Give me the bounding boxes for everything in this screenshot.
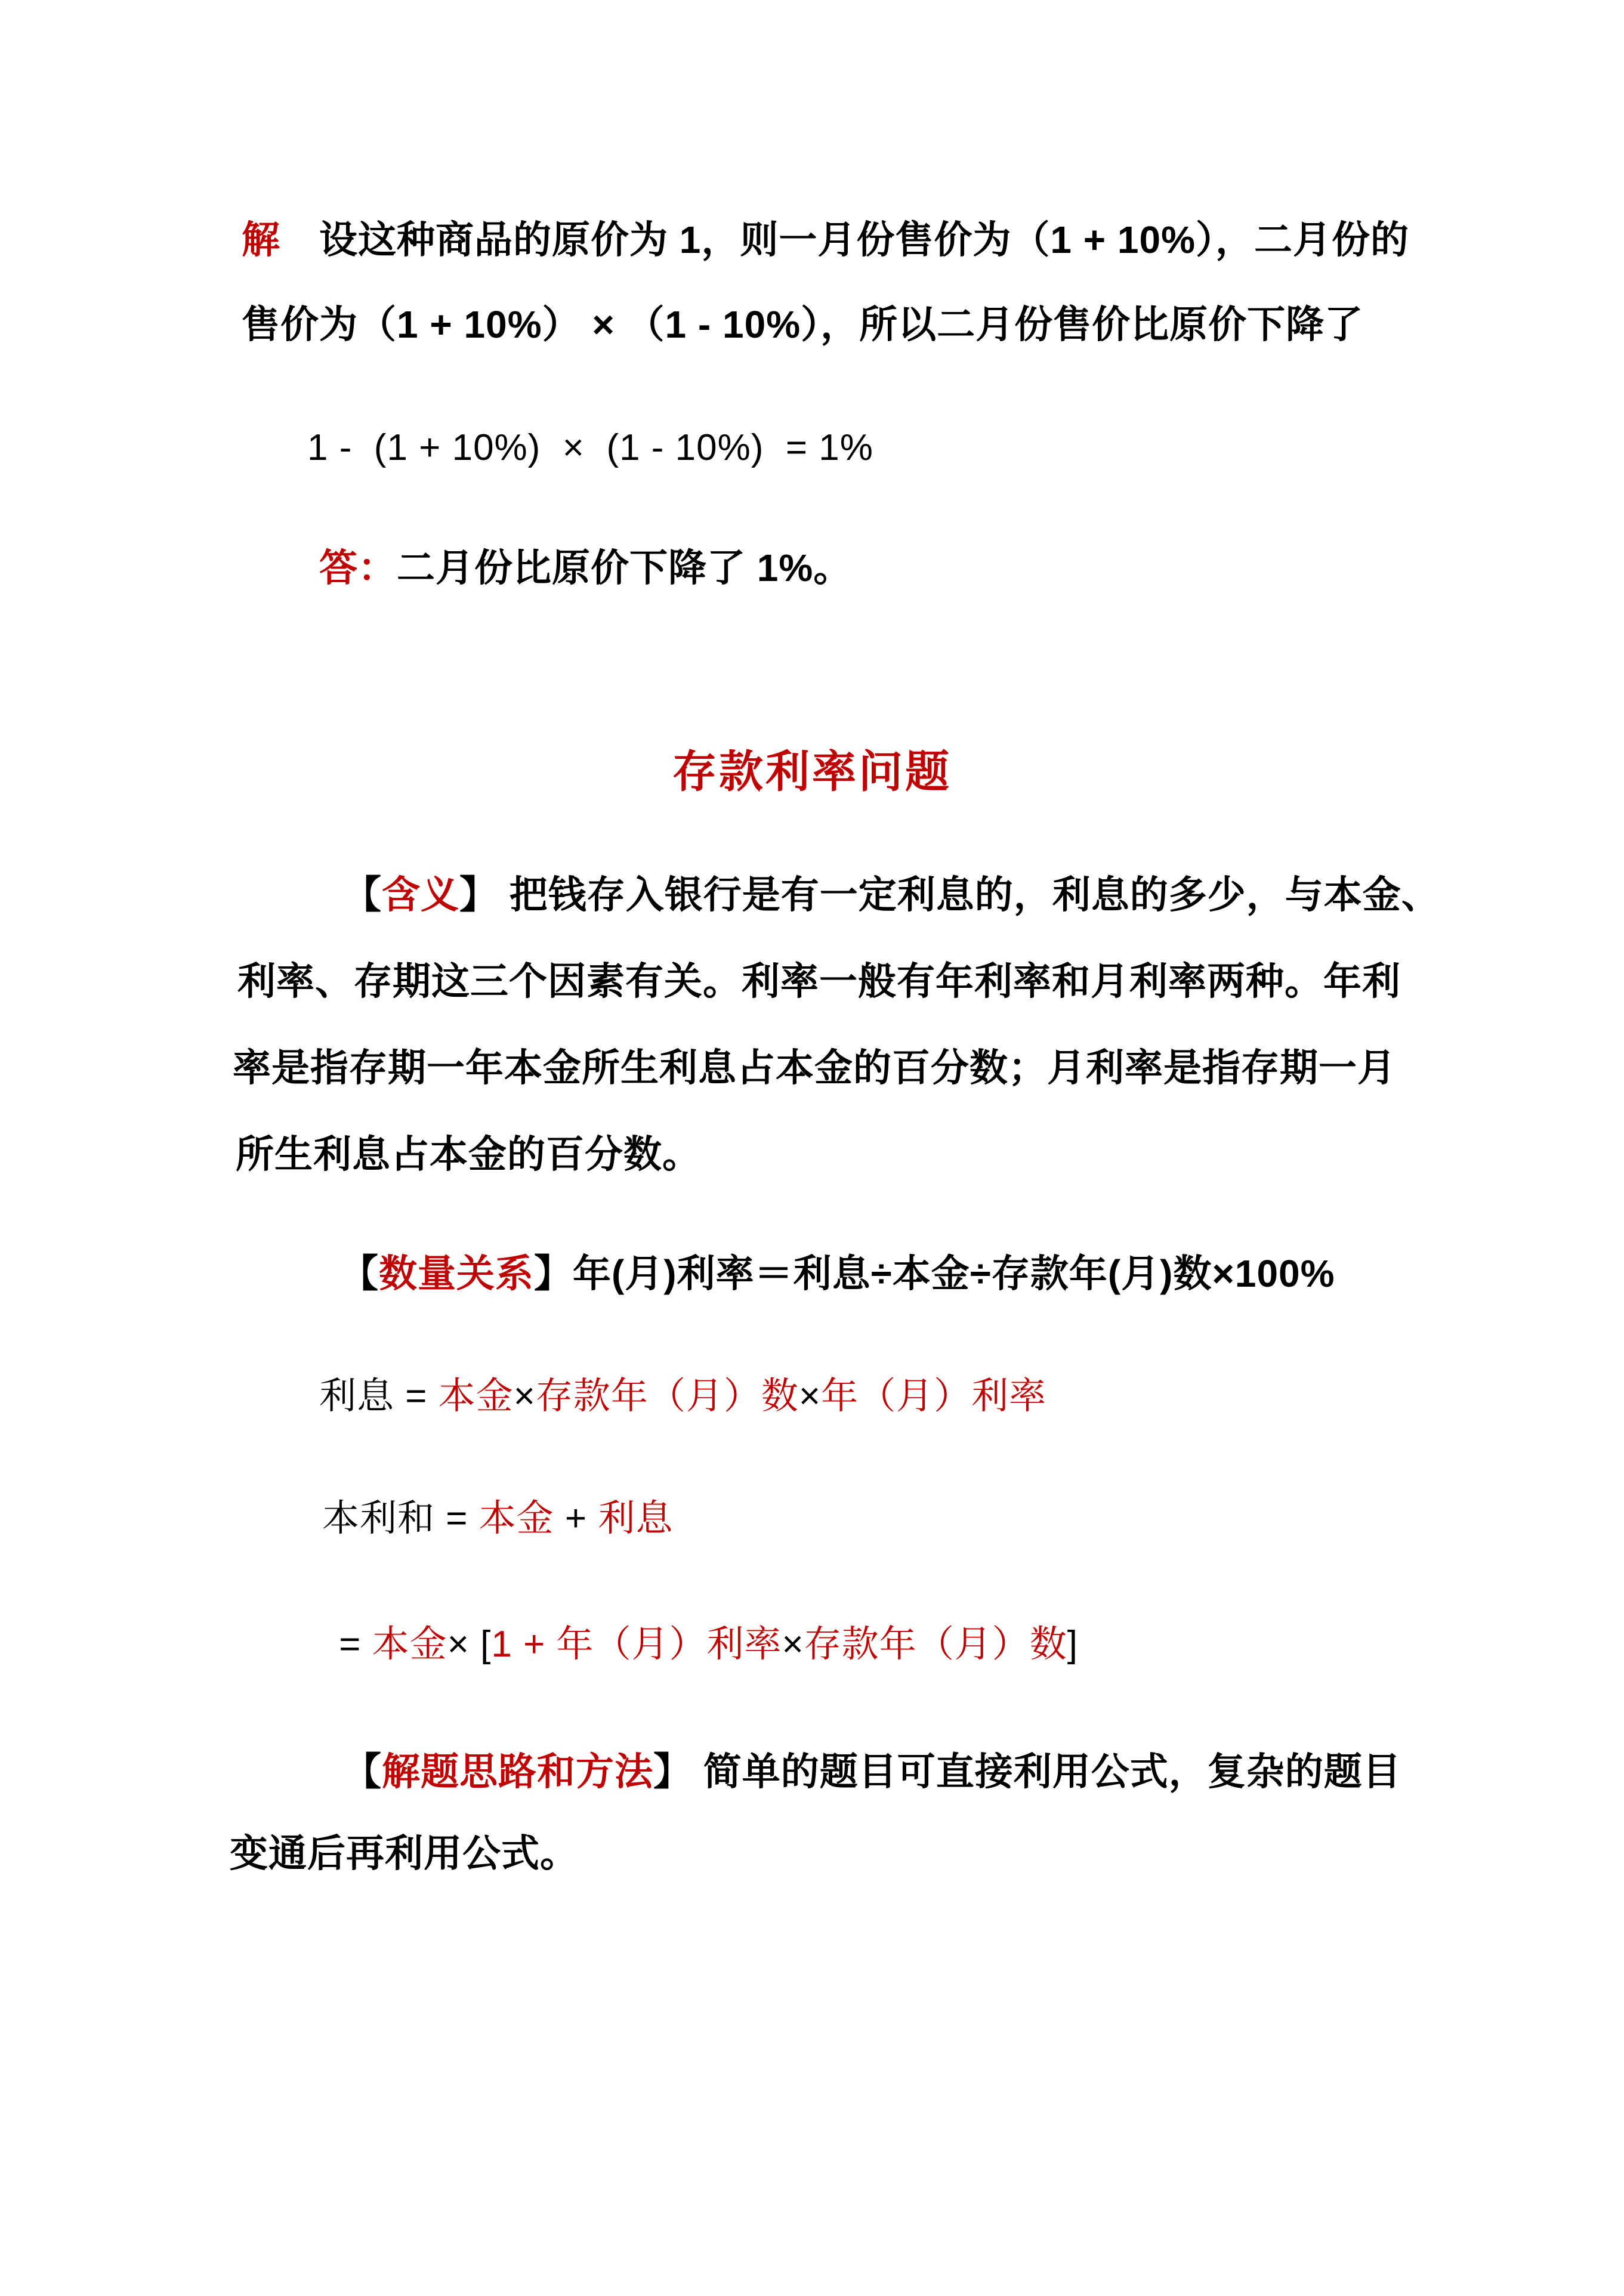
expanded-formula-segment-2: × [ (447, 1624, 492, 1665)
meaning-line-1-segment-1: 含义 (382, 873, 459, 916)
principal-interest-formula-segment-0: 本利和 = (322, 1498, 479, 1539)
method-line-1-segment-1: 解题思路和方法 (382, 1750, 653, 1793)
section-title-segment-0: 存款利率问题 (672, 748, 952, 797)
expanded-formula-segment-3: 1 + 年（月）利率 (491, 1624, 782, 1665)
meaning-line-4-segment-0: 所生利息占本金的百分数。 (236, 1133, 701, 1176)
method-line-2 (230, 1832, 579, 1875)
meaning-line-1-segment-0: 【 (343, 873, 382, 916)
expanded-formula-segment-6: ] (1067, 1624, 1078, 1665)
principal-interest-formula-segment-3: 利息 (598, 1498, 674, 1539)
interest-formula-segment-4: × (798, 1376, 822, 1417)
equation-line-segment-0: 1 - (1 + 10%) × (1 - 10%) = 1% (307, 427, 873, 468)
interest-formula-segment-0: 利息 = (319, 1376, 439, 1417)
expanded-formula-segment-1: 本金 (372, 1624, 447, 1665)
expanded-formula-segment-0: = (328, 1624, 372, 1665)
method-line-1-segment-0: 【 (343, 1750, 382, 1793)
interest-formula-segment-2: × (513, 1376, 536, 1417)
meaning-line-3 (233, 1046, 1396, 1089)
principal-interest-formula-segment-2: + (554, 1498, 598, 1539)
solution-line-1-segment-0: 解 (242, 218, 280, 261)
interest-formula (319, 1378, 1046, 1415)
method-line-2-segment-0: 变通后再利用公式。 (230, 1832, 579, 1875)
relation-line-segment-2: 】年(月)利率＝利息÷本金÷存款年(月)数×100% (534, 1252, 1335, 1295)
meaning-line-1 (343, 873, 1440, 916)
meaning-line-1-segment-2: 】 把钱存入银行是有一定利息的，利息的多少，与本金、 (459, 873, 1440, 916)
principal-interest-formula-segment-1: 本金 (478, 1498, 554, 1539)
interest-formula-segment-3: 存款年（月）数 (535, 1376, 799, 1417)
meaning-line-4 (236, 1133, 701, 1176)
relation-line-segment-1: 数量关系 (379, 1252, 534, 1295)
meaning-line-2-segment-0: 利率、存期这三个因素有关。利率一般有年利率和月利率两种。年利 (237, 960, 1401, 1003)
equation-line (307, 429, 873, 466)
answer-line (319, 546, 853, 589)
solution-line-1 (242, 218, 1409, 261)
answer-line-segment-1: 二月份比原价下降了 1%。 (397, 546, 853, 589)
principal-interest-formula (322, 1500, 673, 1537)
relation-line (340, 1254, 1335, 1293)
meaning-line-3-segment-0: 率是指存期一年本金所生利息占本金的百分数；月利率是指存期一月 (233, 1046, 1396, 1089)
method-line-1-segment-2: 】 简单的题目可直接利用公式，复杂的题目 (653, 1750, 1401, 1793)
interest-formula-segment-5: 年（月）利率 (821, 1376, 1047, 1417)
solution-line-1-segment-1: 设这种商品的原价为 1，则一月份售价为（1 + 10%），二月份的 (280, 218, 1409, 261)
expanded-formula-segment-4: × (782, 1624, 804, 1665)
solution-line-2-segment-0: 售价为（1 + 10%） × （1 - 10%），所以二月份售价比原价下降了 (242, 303, 1364, 346)
method-line-1 (343, 1750, 1401, 1793)
meaning-line-2 (237, 960, 1401, 1003)
answer-line-segment-0: 答： (319, 546, 397, 589)
expanded-formula-segment-5: 存款年（月）数 (804, 1624, 1067, 1665)
relation-line-segment-0: 【 (340, 1252, 379, 1295)
interest-formula-segment-1: 本金 (438, 1376, 514, 1417)
expanded-formula (328, 1626, 1078, 1663)
solution-line-2 (242, 305, 1363, 344)
section-title (0, 750, 1624, 795)
